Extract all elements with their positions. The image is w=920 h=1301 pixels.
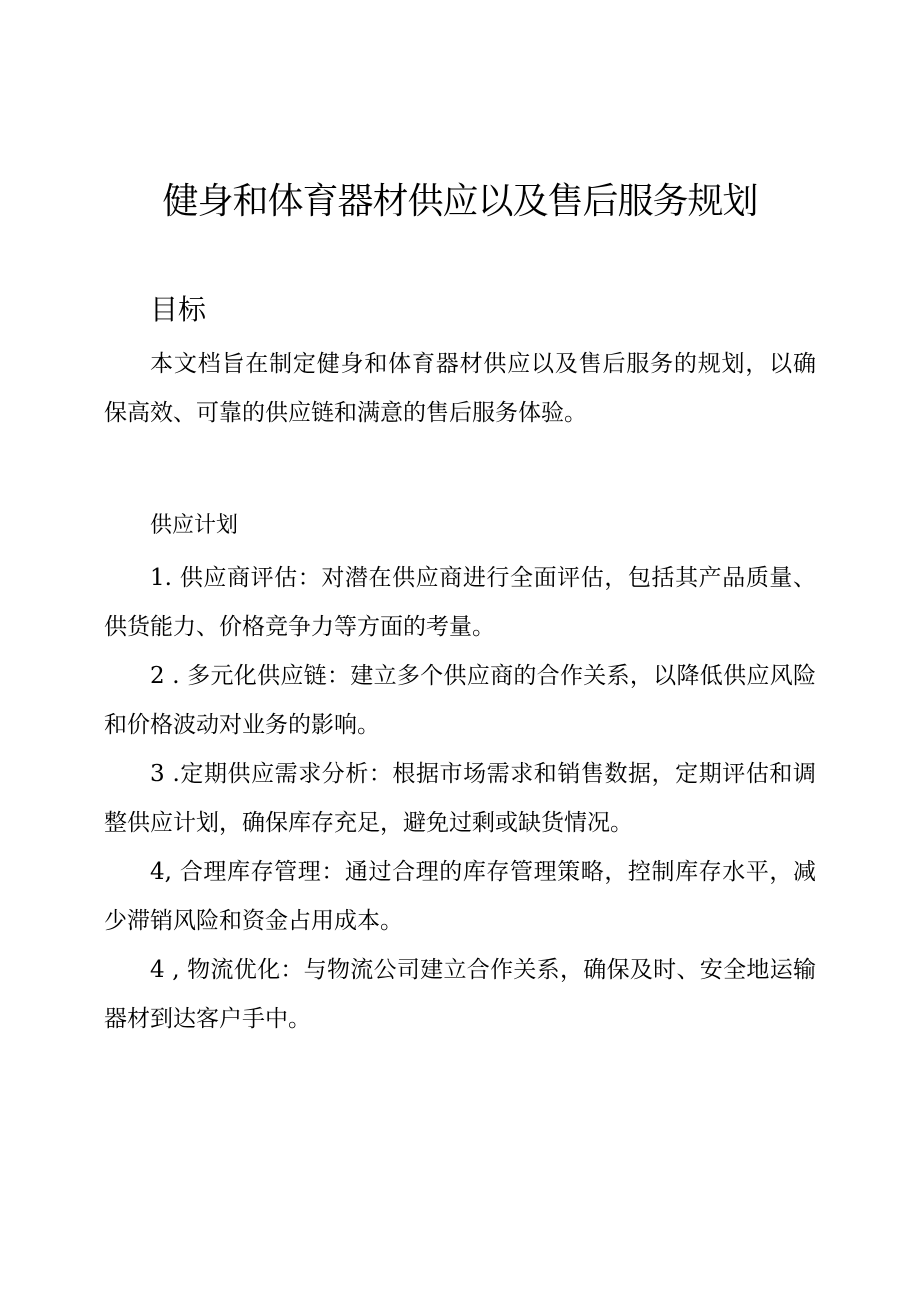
supply-item-3: 3 .定期供应需求分析：根据市场需求和销售数据，定期评估和调整供应计划，确保库存充足，避免过剩或缺货情况。 <box>104 761 816 836</box>
supply-item-4: 4, 合理库存管理：通过合理的库存管理策略，控制库存水平，减少滞销风险和资金占用成本。 <box>104 859 816 934</box>
supply-item-1: 1. 供应商评估：对潜在供应商进行全面评估，包括其产品质量、供货能力、价格竞争力等方面的考量。 <box>104 565 816 640</box>
document-title: 健身和体育器材供应以及售后服务规划 <box>162 181 758 222</box>
supply-item-2: 2 . 多元化供应链：建立多个供应商的合作关系，以降低供应风险和价格波动对业务的影响。 <box>104 663 816 738</box>
goal-heading: 目标 <box>150 293 207 326</box>
goal-paragraph: 本文档旨在制定健身和体育器材供应以及售后服务的规划，以确保高效、可靠的供应链和满意的售后服务体验。 <box>104 351 816 426</box>
supply-plan-heading: 供应计划 <box>150 513 239 538</box>
supply-item-5: 4 , 物流优化：与物流公司建立合作关系，确保及时、安全地运输器材到达客户手中。 <box>104 957 816 1032</box>
